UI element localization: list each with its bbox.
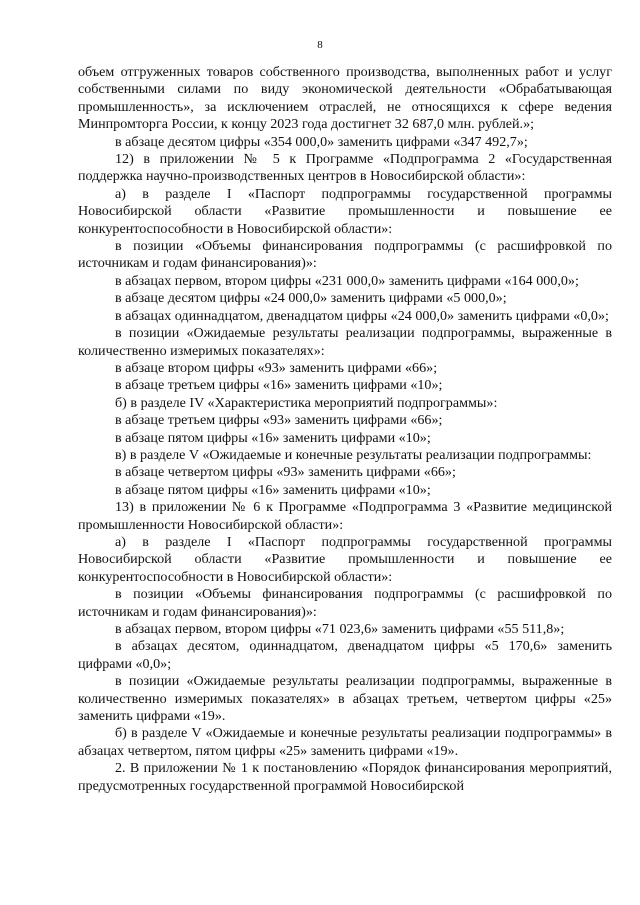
paragraph: в абзаце четвертом цифры «93» заменить цифрами «66»; (115, 464, 456, 481)
page-number: 8 (317, 39, 323, 51)
paragraph: в позиции «Объемы финансирования подпрограммы (с расшифровкой по источникам и годам финансирования)»: (78, 238, 612, 272)
paragraph: в абзацах первом, втором цифры «231 000,0» заменить цифрами «164 000,0»; (115, 272, 579, 289)
document-body (78, 64, 612, 795)
paragraph: а) в разделе I «Паспорт подпрограммы государственной программы Новосибирской области «Развитие промышленности и повышение ее конкурентоспособности в Новосибирской области»: (78, 533, 612, 585)
paragraph: в абзацах первом, втором цифры «71 023,6» заменить цифрами «55 511,8»; (115, 621, 565, 637)
paragraph: 13) в приложении № 6 к Программе «Подпрограмма 3 «Развитие медицинской промышленности Новосибирской области»: (78, 499, 612, 533)
paragraph: 2. В приложении № 1 к постановлению «Порядок финансирования мероприятий, предусмотренных государственной программой Новосибирской (78, 760, 612, 794)
paragraph: объем отгруженных товаров собственного производства, выполненных работ и услуг собственными силами по виду экономической деятельности «Обрабатывающая промышленность», за исключением отраслей, не относящихся к сфере ведения Минпромторга России, к концу 2023 года достигнет 32 687,0 млн. рублей.»; (78, 64, 612, 133)
paragraph: а) в разделе I «Паспорт подпрограммы государственной программы Новосибирской области «Развитие промышленности и повышение ее конкурентоспособности в Новосибирской области»: (78, 185, 612, 237)
paragraph: б) в разделе V «Ожидаемые и конечные результаты реализации подпрограммы» в абзацах четвертом, пятом цифры «25» заменить цифрами «19». (78, 725, 612, 759)
paragraph: в абзацах десятом, одиннадцатом, двенадцатом цифры «5 170,6» заменить цифрами «0,0»; (78, 638, 612, 672)
paragraph: в позиции «Ожидаемые результаты реализации подпрограммы, выраженные в количественно измеримых показателях»: (78, 325, 612, 359)
paragraph: в абзаце десятом цифры «354 000,0» заменить цифрами «347 492,7»; (115, 133, 528, 150)
paragraph: б) в разделе IV «Характеристика мероприятий подпрограммы»: (115, 394, 498, 411)
paragraph: в позиции «Объемы финансирования подпрограммы (с расшифровкой по источникам и годам финансирования)»: (78, 586, 612, 620)
paragraph: 12) в приложении № 5 к Программе «Подпрограмма 2 «Государственная поддержка научно-производственных центров в Новосибирской области»: (78, 151, 612, 185)
paragraph: в абзаце третьем цифры «93» заменить цифрами «66»; (115, 412, 443, 429)
paragraph: в) в разделе V «Ожидаемые и конечные результаты реализации подпрограммы: (115, 446, 592, 463)
paragraph: в абзацах одиннадцатом, двенадцатом цифры «24 000,0» заменить цифрами «0,0»; (115, 307, 609, 324)
paragraph: в абзаце втором цифры «93» заменить цифрами «66»; (115, 359, 438, 376)
paragraph: в абзаце пятом цифры «16» заменить цифрами «10»; (115, 429, 431, 446)
paragraph: в абзаце десятом цифры «24 000,0» заменить цифрами «5 000,0»; (115, 290, 507, 307)
paragraph: в абзаце пятом цифры «16» заменить цифрами «10»; (115, 481, 431, 498)
paragraph: в позиции «Ожидаемые результаты реализации подпрограммы, выраженные в количественно измеримых показателях» в абзацах третьем, четвертом цифры «25» заменить цифрами «19». (78, 673, 612, 725)
paragraph: в абзаце третьем цифры «16» заменить цифрами «10»; (115, 377, 443, 394)
